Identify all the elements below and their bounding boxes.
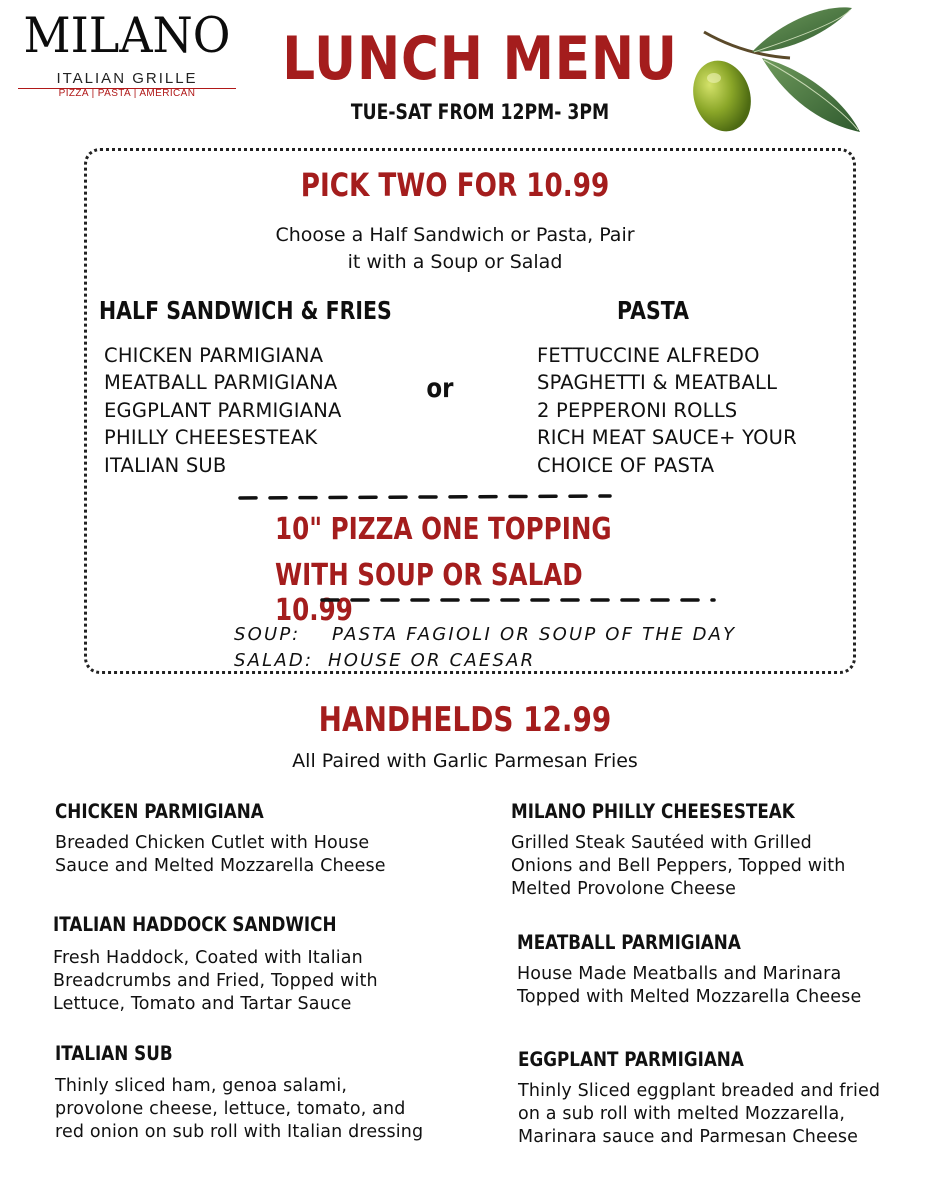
pizza-line-1: 10" PIZZA ONE TOPPING <box>275 512 612 547</box>
item-desc-line: Fresh Haddock, Coated with Italian <box>53 948 363 968</box>
dashed-divider-top <box>236 490 616 506</box>
sandwich-heading: HALF SANDWICH & FRIES <box>99 296 392 325</box>
item-name-philly-cheesesteak: MILANO PHILLY CHEESESTEAK <box>511 800 795 823</box>
sandwich-list <box>104 342 342 479</box>
item-desc-line: red onion on sub roll with Italian dressing <box>55 1122 424 1142</box>
item-name-italian-sub: ITALIAN SUB <box>55 1042 173 1065</box>
item-desc-philly-cheesesteak <box>511 832 845 901</box>
pick-two-description <box>200 222 710 276</box>
list-item: ITALIAN SUB <box>104 453 227 477</box>
pizza-line-2: WITH SOUP OR SALAD 10.99 <box>275 558 583 628</box>
item-desc-line: Melted Provolone Cheese <box>511 879 737 899</box>
item-desc-line: Sauce and Melted Mozzarella Cheese <box>55 856 386 876</box>
item-desc-line: Grilled Steak Sautéed with Grilled <box>511 833 812 853</box>
pick-two-description-line: it with a Soup or Salad <box>347 251 563 273</box>
item-desc-line: Onions and Bell Peppers, Topped with <box>511 856 846 876</box>
item-desc-line: Breaded Chicken Cutlet with House <box>55 833 370 853</box>
item-desc-line: Marinara sauce and Parmesan Cheese <box>518 1127 859 1147</box>
item-desc-italian-sub <box>55 1075 423 1144</box>
logo-subtitle: ITALIAN GRILLE <box>18 70 236 89</box>
item-desc-line: Lettuce, Tomato and Tartar Sauce <box>53 994 352 1014</box>
soup-label: SOUP: <box>234 624 301 645</box>
handhelds-title: HANDHELDS 12.99 <box>318 700 612 740</box>
or-label: or <box>426 373 454 404</box>
item-name-haddock-sandwich: ITALIAN HADDOCK SANDWICH <box>53 913 337 936</box>
soup-value: PASTA FAGIOLI OR SOUP OF THE DAY <box>332 624 737 645</box>
list-item: FETTUCCINE ALFREDO <box>537 344 760 367</box>
olive-branch-icon <box>692 0 867 140</box>
salad-label: SALAD: <box>234 650 314 671</box>
page-title: LUNCH MENU <box>282 24 678 94</box>
list-item: CHICKEN PARMIGIANA <box>104 344 324 367</box>
list-item: SPAGHETTI & MEATBALL <box>537 371 778 395</box>
list-item: RICH MEAT SAUCE+ YOUR <box>537 426 797 450</box>
item-desc-line: Breadcrumbs and Fried, Topped with <box>53 971 378 991</box>
item-desc-line: House Made Meatballs and Marinara <box>517 964 842 984</box>
item-desc-line: provolone cheese, lettuce, tomato, and <box>55 1099 406 1119</box>
item-name-eggplant-parmigiana: EGGPLANT PARMIGIANA <box>518 1048 744 1071</box>
handhelds-subtitle: All Paired with Garlic Parmesan Fries <box>292 750 638 772</box>
item-desc-line: on a sub roll with melted Mozzarella, <box>518 1104 846 1124</box>
item-desc-line: Topped with Melted Mozzarella Cheese <box>517 987 862 1007</box>
dashed-divider-bottom <box>318 592 720 608</box>
pick-two-description-line: Choose a Half Sandwich or Pasta, Pair <box>275 224 635 246</box>
salad-value: HOUSE OR CAESAR <box>328 650 536 671</box>
list-item: MEATBALL PARMIGIANA <box>104 371 338 395</box>
item-desc-haddock-sandwich <box>53 947 378 1016</box>
logo-name: MILANO <box>23 6 231 64</box>
list-item: EGGPLANT PARMIGIANA <box>104 398 342 422</box>
pick-two-title: PICK TWO FOR 10.99 <box>300 166 610 204</box>
logo-tagline: PIZZA | PASTA | AMERICAN <box>58 88 196 99</box>
pasta-list <box>537 342 797 479</box>
item-name-meatball-parmigiana: MEATBALL PARMIGIANA <box>517 931 741 954</box>
pasta-heading: PASTA <box>617 296 690 325</box>
list-item: CHOICE OF PASTA <box>537 453 715 477</box>
item-desc-line: Thinly sliced ham, genoa salami, <box>55 1076 348 1096</box>
item-desc-line: Thinly Sliced eggplant breaded and fried <box>518 1081 881 1101</box>
item-name-chicken-parmigiana: CHICKEN PARMIGIANA <box>55 800 264 823</box>
list-item: 2 PEPPERONI ROLLS <box>537 398 738 422</box>
item-desc-chicken-parmigiana <box>55 832 386 878</box>
item-desc-eggplant-parmigiana <box>518 1080 880 1149</box>
hours-text: TUE-SAT FROM 12PM- 3PM <box>350 100 610 124</box>
list-item: PHILLY CHEESESTEAK <box>104 426 318 450</box>
item-desc-meatball-parmigiana <box>517 963 861 1009</box>
